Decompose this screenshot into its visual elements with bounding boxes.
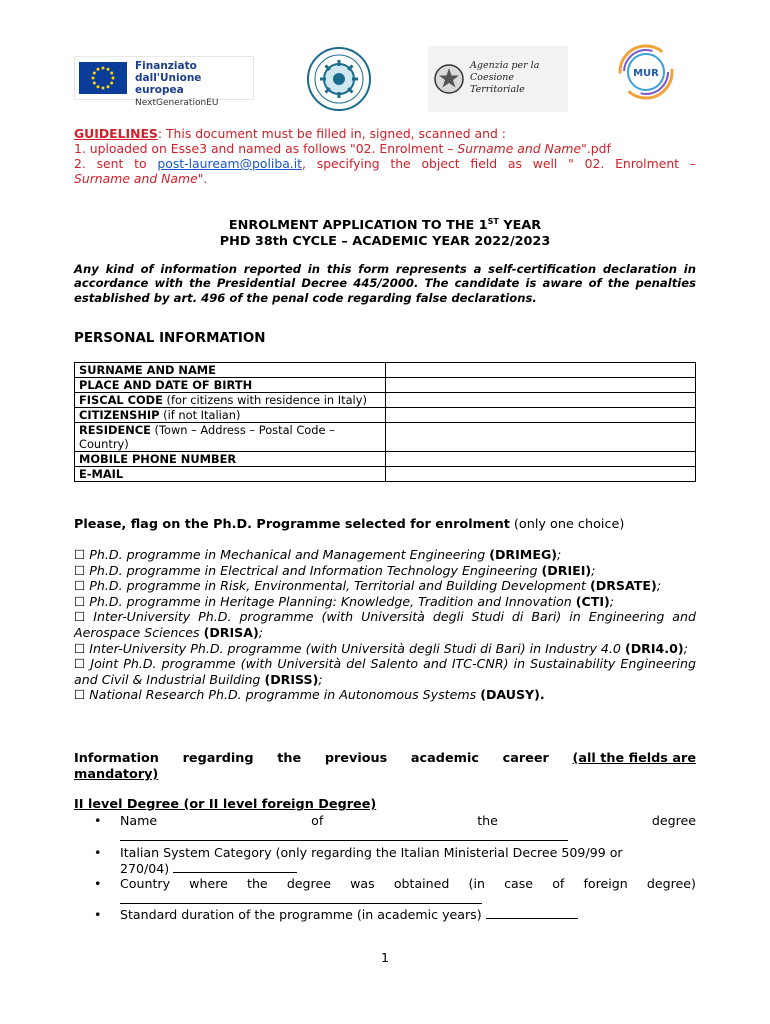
- programme-option-tail: ;: [609, 593, 615, 609]
- eu-flag-icon: [79, 62, 127, 94]
- self-certification-warning: Any kind of information reported in this form represents a self-certification declaration in accordance with the Presidential Decree 445/2000. The candidate is aware of the penalties established by art. 496 of the penal code regarding false declarations.: [74, 262, 696, 305]
- checkbox-icon[interactable]: ☐: [74, 562, 86, 578]
- programme-option-code: (DRIMEG): [489, 547, 558, 562]
- info-row-value-field[interactable]: [385, 363, 695, 378]
- career-heading-word: Information: [74, 751, 159, 766]
- programme-option-code: (DAUSY).: [480, 687, 545, 703]
- eu-logo-line2: dall'Unione europea: [135, 72, 202, 96]
- programme-option-text: Ph.D. programme in Risk, Environmental, Territorial and Building Development: [85, 578, 590, 594]
- agency-logo-line1: Agenzia per la: [470, 60, 540, 71]
- degree-name-label-word: of: [311, 813, 324, 828]
- guideline-item-1-suffix: ".pdf: [581, 141, 611, 156]
- bullet-icon: •: [94, 813, 102, 828]
- programme-option[interactable]: [74, 594, 696, 610]
- info-row-label-bold: CITIZENSHIP: [79, 408, 160, 422]
- career-heading-word: regarding: [182, 751, 254, 766]
- programme-heading-note: (only one choice): [509, 517, 625, 532]
- info-row-label-bold: MOBILE PHONE NUMBER: [79, 452, 237, 466]
- title-line-1-end: YEAR: [498, 218, 542, 233]
- italian-category-field[interactable]: [74, 845, 696, 876]
- info-row-label: [75, 467, 386, 482]
- info-row: [75, 378, 696, 393]
- agency-logo: [428, 46, 568, 112]
- country-label-word: degree: [286, 876, 331, 891]
- programme-option-code: (DRISA): [203, 624, 259, 640]
- title-line-2: PHD 38th CYCLE – ACADEMIC YEAR 2022/2023: [219, 234, 551, 249]
- eu-logo-line1: Finanziato: [135, 60, 197, 72]
- programme-heading-text: Please, flag on the Ph.D. Programme selected for enrolment: [74, 517, 510, 532]
- guideline-item-2-text: 2. sent to: [74, 156, 158, 171]
- info-row-label-note: (for citizens with residence in Italy): [162, 393, 367, 407]
- country-label-word: foreign: [583, 876, 628, 891]
- programme-option-code: (DRISS): [264, 671, 319, 687]
- programme-option-text: Ph.D. programme in Heritage Planning: Knowledge, Tradition and Innovation: [85, 593, 576, 609]
- checkbox-icon[interactable]: ☐: [74, 656, 86, 672]
- duration-blank[interactable]: [486, 907, 578, 919]
- guidelines-label: GUIDELINES: [74, 126, 158, 141]
- bullet-icon: •: [94, 907, 102, 922]
- programme-option-tail: ;: [683, 640, 688, 656]
- guideline-item-2-suffix: ".: [197, 171, 208, 186]
- info-row-value-field[interactable]: [385, 467, 695, 482]
- career-heading-word: previous: [324, 751, 388, 766]
- info-row-value-field[interactable]: [385, 378, 695, 393]
- checkbox-icon[interactable]: ☐: [74, 640, 86, 656]
- category-blank[interactable]: [173, 861, 297, 873]
- guideline-item-1: [74, 141, 696, 156]
- career-heading-line2: mandatory): [74, 767, 159, 782]
- programme-option-code: (DRIEI): [541, 562, 592, 578]
- info-row-label-bold: E-MAIL: [79, 467, 124, 481]
- info-row-label-bold: RESIDENCE: [79, 423, 151, 437]
- country-label-word: the: [247, 876, 268, 891]
- guideline-item-1-italic: Surname and Name: [457, 141, 582, 156]
- programme-option[interactable]: [74, 563, 696, 579]
- career-heading-word: career: [502, 751, 549, 766]
- info-row-value-field[interactable]: [385, 423, 695, 452]
- country-label-word: obtained: [393, 876, 450, 891]
- programme-option-text: Ph.D. programme in Electrical and Information Technology Engineering: [85, 562, 542, 578]
- guideline-item-2: [74, 156, 696, 171]
- info-row-label: [75, 423, 386, 452]
- programme-option[interactable]: [74, 656, 696, 687]
- programme-option-text: Ph.D. programme in Mechanical and Management Engineering: [85, 547, 490, 562]
- info-row: [75, 423, 696, 452]
- country-label-word: (in: [468, 876, 485, 891]
- info-row-label-note: (Town – Address – Postal Code – Country): [79, 423, 335, 451]
- mur-logo: [614, 42, 678, 106]
- career-heading-word: the: [277, 751, 302, 766]
- document-title: [74, 214, 696, 250]
- degree-name-label-word: degree: [651, 813, 696, 828]
- info-row: [75, 467, 696, 482]
- title-superscript: ST: [487, 217, 499, 226]
- category-line-1: Italian System Category (only regarding the Italian Ministerial Decree 509/99 or: [120, 845, 623, 860]
- checkbox-icon[interactable]: ☐: [74, 687, 86, 703]
- eu-funding-logo: [74, 56, 254, 108]
- info-row-label: [75, 378, 386, 393]
- programme-option-tail: ;: [318, 671, 323, 687]
- info-row-label: [75, 363, 386, 378]
- country-label-word: case: [504, 876, 534, 891]
- programme-option[interactable]: [74, 578, 696, 594]
- career-heading-word: academic: [410, 751, 479, 766]
- programme-option-tail: ;: [258, 624, 263, 640]
- programme-option-text: Inter-University Ph.D. programme (with Università degli Studi di Bari) in Industry 4.0: [85, 640, 625, 656]
- degree-name-field[interactable]: [74, 813, 696, 844]
- info-row-label: [75, 393, 386, 408]
- bullet-icon: •: [94, 845, 102, 860]
- personal-info-heading: PERSONAL INFORMATION: [74, 331, 266, 346]
- programme-heading: [74, 517, 696, 532]
- country-label-word: Country: [120, 876, 171, 891]
- career-heading: [74, 751, 696, 783]
- agency-logo-line2: Coesione Territoriale: [470, 72, 525, 95]
- info-row-label: [75, 452, 386, 467]
- checkbox-icon[interactable]: ☐: [74, 578, 86, 594]
- programme-option-text: Joint Ph.D. programme (with Università del Salento and ITC-CNR) in Sustainability Engineering and Civil & Industrial Building: [74, 656, 696, 687]
- info-row-label-bold: PLACE AND DATE OF BIRTH: [79, 378, 253, 392]
- bullet-icon: •: [94, 876, 102, 891]
- info-row: [75, 363, 696, 378]
- guidelines-section: [74, 126, 696, 186]
- mur-logo-text: MUR: [633, 68, 659, 79]
- info-row-value-field[interactable]: [385, 408, 695, 423]
- email-link[interactable]: post-lauream@poliba.it: [157, 156, 303, 171]
- degree-name-label-word: Name: [120, 813, 158, 828]
- programme-option-code: (DRI4.0): [624, 640, 684, 656]
- programme-option-text: National Research Ph.D. programme in Autonomous Systems: [85, 687, 481, 703]
- programme-option-tail: ;: [656, 578, 661, 594]
- info-row-label-bold: FISCAL CODE: [79, 393, 163, 407]
- info-row-value-field[interactable]: [385, 452, 695, 467]
- category-line-2: 270/04): [120, 860, 170, 876]
- university-seal-logo: [306, 46, 372, 112]
- guideline-item-2-cont: [74, 171, 696, 186]
- info-row: [75, 452, 696, 467]
- career-heading-underlined: (all the fields are: [572, 751, 696, 766]
- country-label-word: degree): [646, 876, 696, 891]
- duration-label: Standard duration of the programme (in academic years): [120, 907, 482, 922]
- country-label-word: where: [189, 876, 228, 891]
- country-label-word: of: [552, 876, 565, 891]
- guideline-item-2-italic: Surname and Name: [74, 171, 198, 186]
- degree-level-heading: II level Degree (or II level foreign Degree): [74, 797, 377, 812]
- programme-option[interactable]: [74, 609, 696, 640]
- programme-option[interactable]: [74, 547, 696, 563]
- programme-option[interactable]: [74, 641, 696, 657]
- programme-option-code: (DRSATE): [590, 578, 657, 594]
- guideline-item-2-mid: , specifying the object field as well " 02. Enrolment –: [302, 156, 696, 171]
- guideline-item-1-text: 1. uploaded on Esse3 and named as follows "02. Enrolment –: [74, 141, 458, 156]
- italian-emblem-icon: [432, 60, 466, 98]
- programme-option-tail: ;: [591, 562, 596, 578]
- programme-option-code: (CTI): [575, 593, 610, 609]
- logo-bar: [0, 40, 770, 120]
- country-field[interactable]: [74, 876, 696, 907]
- eu-logo-line3: NextGenerationEU: [135, 98, 219, 108]
- guidelines-intro: : This document must be filled in, signed, scanned and :: [157, 126, 506, 141]
- degree-name-blank[interactable]: [120, 829, 568, 841]
- programme-option-text: Inter-University Ph.D. programme (with Università degli Studi di Bari) in Engineering and Aerospace Sciences: [74, 609, 696, 640]
- page-number: 1: [380, 950, 389, 965]
- programme-option[interactable]: [74, 687, 696, 703]
- info-row: [75, 408, 696, 423]
- checkbox-icon[interactable]: ☐: [74, 609, 86, 625]
- country-label-word: was: [350, 876, 375, 891]
- country-blank[interactable]: [120, 892, 482, 904]
- degree-name-label-word: the: [477, 813, 498, 828]
- info-row-value-field[interactable]: [385, 393, 695, 408]
- personal-info-table: [74, 362, 696, 482]
- programme-option-tail: ;: [557, 547, 562, 562]
- info-row-label-note: (if not Italian): [159, 408, 241, 422]
- info-row: [75, 393, 696, 408]
- checkbox-icon[interactable]: ☐: [74, 593, 86, 609]
- info-row-label: [75, 408, 386, 423]
- programme-list: [74, 547, 696, 703]
- checkbox-icon[interactable]: ☐: [74, 547, 86, 562]
- duration-field[interactable]: [74, 907, 696, 923]
- title-line-1: ENROLMENT APPLICATION TO THE 1: [228, 218, 488, 233]
- info-row-label-bold: SURNAME AND NAME: [79, 363, 216, 377]
